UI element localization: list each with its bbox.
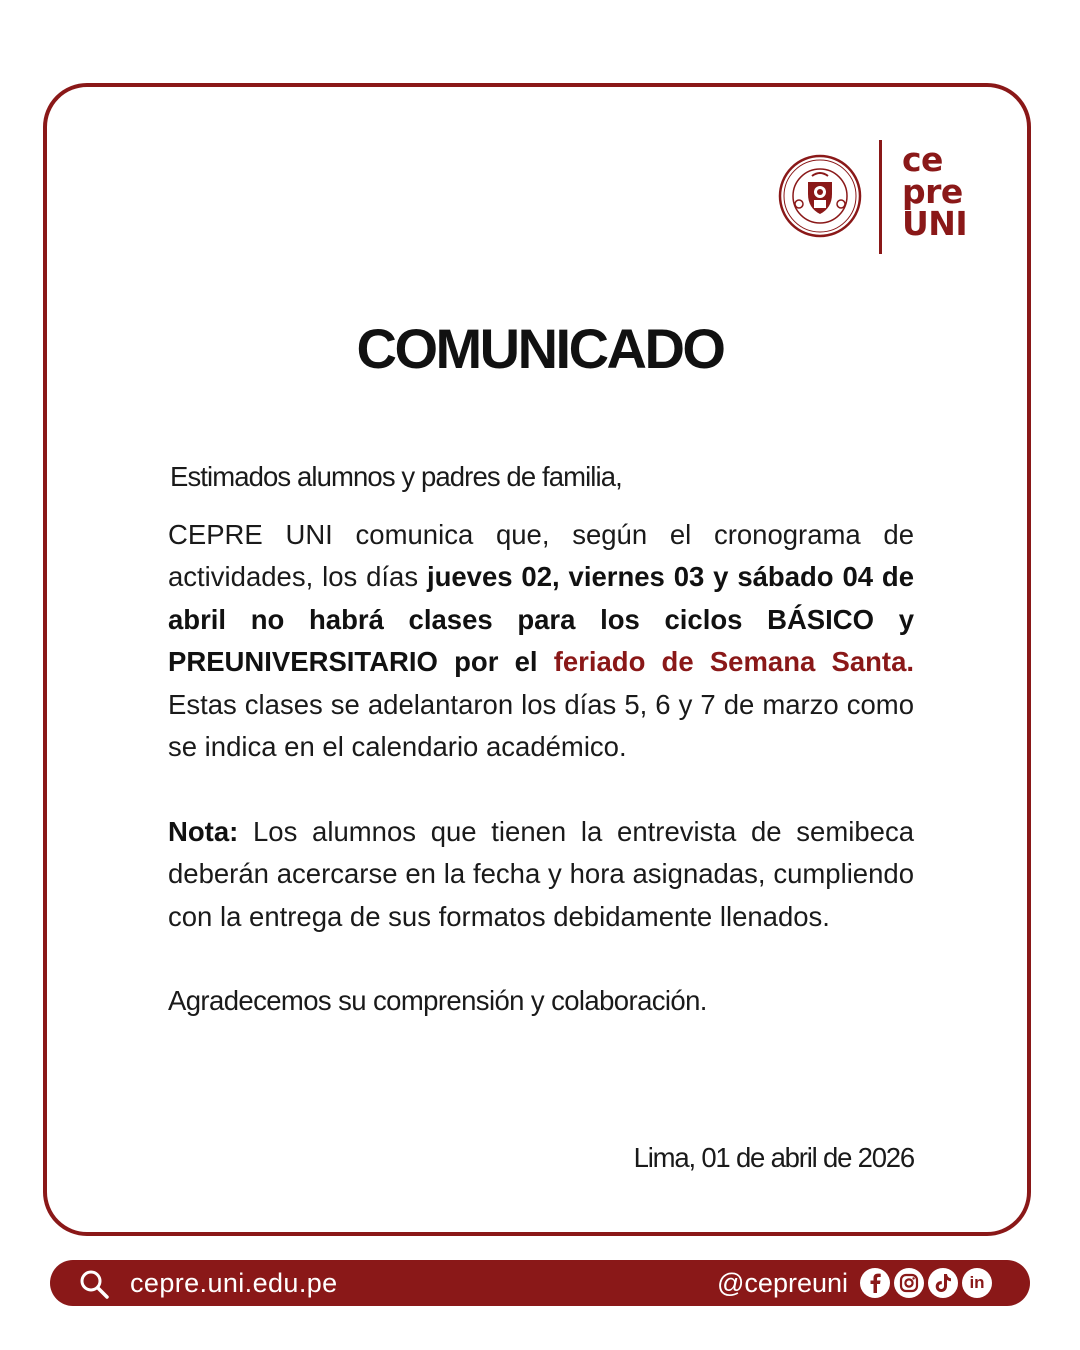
date-line: Lima, 01 de abril de 2026: [633, 1142, 914, 1173]
greeting: Estimados alumnos y padres de familia,: [170, 461, 622, 492]
note-paragraph: [168, 811, 914, 939]
linkedin-icon[interactable]: in: [962, 1268, 992, 1298]
facebook-icon[interactable]: [860, 1268, 890, 1298]
note-label: Nota:: [168, 815, 239, 847]
cepre-uni-logo: [778, 140, 978, 256]
logo-line-pre: pre: [902, 172, 963, 211]
search-icon: [78, 1268, 110, 1300]
main-bold-text: jueves 02, viernes 03 y sábado 04 de abril no habrá clases para los ciclos BÁSICO y PREUNIVERSITARIO por el: [168, 561, 915, 677]
cepre-uni-wordmark: [902, 140, 968, 243]
main-text-before: CEPRE UNI comunica que, según el cronograma de actividades, los días: [168, 518, 914, 592]
main-text-after: Estas clases se adelantaron los días 5, 6 y 7 de marzo como se indica en el calendario académico.: [168, 688, 914, 762]
tiktok-icon[interactable]: [928, 1268, 958, 1298]
footer-bar: [50, 1260, 1030, 1306]
page-title: COMUNICADO: [356, 317, 724, 380]
social-icons: [860, 1268, 992, 1298]
logo-line-uni: UNI: [902, 204, 968, 243]
instagram-icon[interactable]: [894, 1268, 924, 1298]
holiday-highlight: feriado de Semana Santa.: [553, 646, 915, 677]
main-paragraph: [168, 514, 914, 769]
logo-divider: [879, 140, 882, 254]
website-link[interactable]: cepre.uni.edu.pe: [130, 1268, 338, 1298]
logo-line-ce: ce: [902, 140, 943, 179]
note-text: Los alumnos que tienen la entrevista de semibeca deberán acercarse en la fecha y hora asignadas, cumpliendo con la entrega de sus formatos debidamente llenados.: [168, 815, 914, 932]
thanks-line: Agradecemos su comprensión y colaboración.: [168, 985, 707, 1016]
notice-body: [168, 456, 914, 1023]
university-seal-icon: [778, 142, 862, 250]
social-handle[interactable]: @cepreuni: [717, 1268, 848, 1298]
